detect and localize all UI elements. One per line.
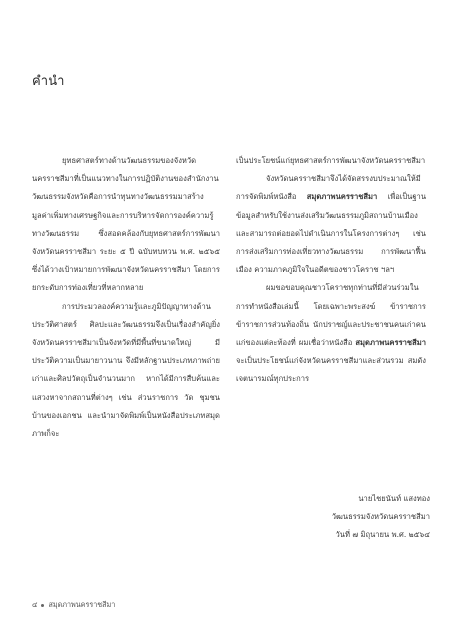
paragraph-text: ผมขอขอบคุณชาวโคราชทุกท่านที่มีส่วนร่วมในการทำหนังสือเล่มนี้ โดยเฉพาะพระสงฆ์ ข้าราชการ ข้าราชการส่วนท้องถิ่น นักปราชญ์และประชาชนคนเก่าคนแก่ของแต่ละท้องที่ ผมเชื่อว่าหนังสือ [236, 283, 426, 348]
book-title-emphasis: สมุดภาพนครราชสีมา [306, 192, 378, 202]
right-column [236, 152, 426, 389]
page-number: ๔ [32, 600, 38, 609]
paragraph-text: จังหวัดนครราชสีมาจึงได้จัดสรรงบประมาณให้มีการจัดพิมพ์หนังสือ [236, 174, 421, 202]
paragraph: ยุทธศาสตร์ทางด้านวัฒนธรรมของจังหวัดนครราชสีมาที่เป็นแนวทางในการปฏิบัติงานของสำนักงานวัฒนธรรมจังหวัดคือการนำทุนทางวัฒนธรรมมาสร้างมูลค่าเพิ่มทางเศรษฐกิจและการบริหารจัดการองค์ความรู้ทางวัฒนธรรม ซึ่งสอดคล้องกับยุทธศาสตร์การพัฒนาจังหวัดนครราชสีมา ระยะ ๕ ปี ฉบับทบทวน พ.ศ. ๒๕๖๕ ซึ่งได้วางเป้าหมายการพัฒนาจังหวัดนครราชสีมา โดยการยกระดับการท่องเที่ยวที่หลากหลาย [32, 156, 220, 293]
signer-position: วัฒนธรรมจังหวัดนครราชสีมา [331, 512, 430, 522]
bullet-icon [41, 604, 44, 607]
paragraph [236, 279, 426, 388]
signer-name: นายไชยนันท์ แสงทอง [358, 494, 430, 503]
running-title: สมุดภาพนครราชสีมา [48, 600, 116, 609]
book-title-emphasis: สมุดภาพนครราชสีมา [355, 338, 426, 348]
signature-date: วันที่ ๗ มิถุนายน พ.ศ. ๒๕๖๔ [335, 530, 430, 540]
paragraph: การประมวลองค์ความรู้และภูมิปัญญาทางด้านประวัติศาสตร์ ศิลปะและวัฒนธรรมจึงเป็นเรื่องสำคัญยิ่ง จังหวัดนครราชสีมาเป็นจังหวัดที่มีพื้นที่ขนาดใหญ่ มีประวัติความเป็นมายาวนาน จึงมีหลักฐานประเภทภาพถ่ายเก่าและศิลปวัตถุเป็นจำนวนมาก หากได้มีการสืบค้นและแสวงหาจากสถานที่ต่างๆ เช่น ส่วนราชการ วัด ชุมชน บ้านของเอกชน และนำมาจัดพิมพ์เป็นหนังสือประเภทสมุดภาพก็จะ [32, 301, 220, 439]
page-footer [32, 600, 115, 611]
paragraph [236, 170, 426, 279]
paragraph-text: จะเป็นประโยชน์แก่จังหวัดนครราชสีมาและส่วนรวม สมดังเจตนารมณ์ทุกประการ [236, 356, 426, 384]
page-title: คำนำ [32, 74, 65, 89]
paragraph-text: เพื่อเป็นฐานข้อมูลสำหรับใช้งานส่งเสริมวัฒนธรรมภูมิสถานบ้านเมือง และสามารถต่อยอดไปดำเนินการในโครงการต่างๆ เช่น การส่งเสริมการท่องเที่ยวทางวัฒนธรรม การพัฒนาฟื้นเมือง ความภาคภูมิใจในอดีตของชาวโคราช ฯลฯ [236, 192, 427, 275]
signature-block [236, 490, 430, 545]
paragraph: เป็นประโยชน์แก่ยุทธศาสตร์การพัฒนาจังหวัดนครราชสีมา [236, 156, 426, 165]
left-column [32, 152, 220, 443]
